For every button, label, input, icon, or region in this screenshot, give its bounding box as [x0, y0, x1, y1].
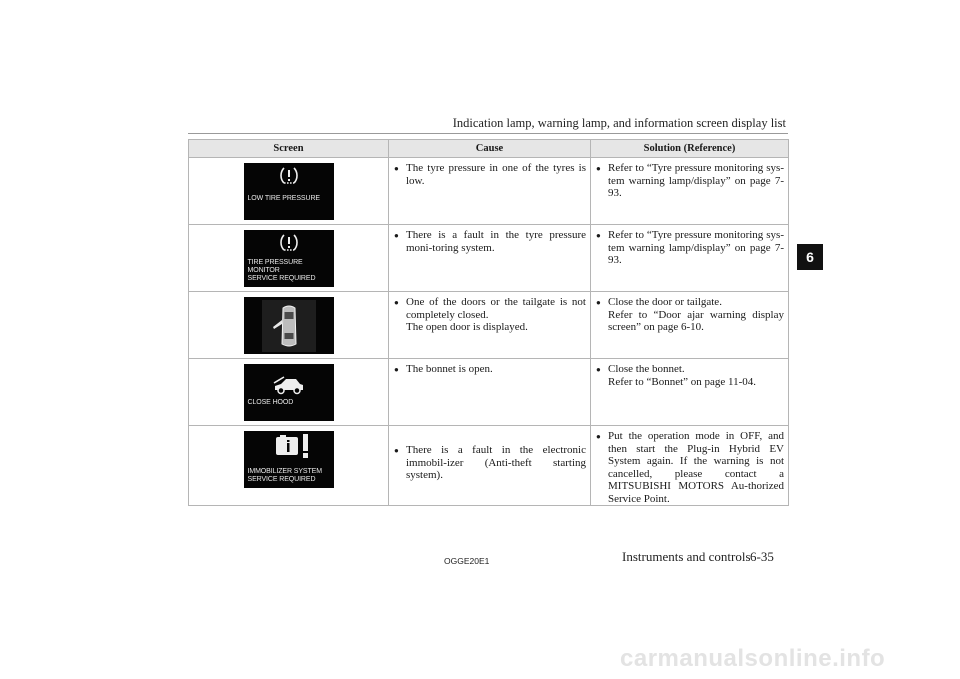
bullet-icon: ●	[596, 298, 601, 307]
solution-text: Refer to “Tyre pressure monitoring sys-tem warning lamp/display” on page 7-93.	[608, 162, 784, 199]
screen-cell	[189, 359, 389, 426]
table-row	[189, 225, 789, 292]
screen-cell	[189, 158, 389, 225]
cause-cell	[389, 292, 591, 359]
cause-text: One of the doors or the tailgate is not completely closed.	[406, 296, 586, 321]
column-header-screen: Screen	[189, 140, 389, 158]
solution-text: Put the operation mode in OFF, and then start the Plug-in Hybrid EV System again. If the warning is not cancelled, please contact a MITSUBISHI MOTORS Au-thorized Service Point.	[608, 430, 784, 505]
footer-code: OGGE20E1	[444, 556, 490, 566]
solution-text: Refer to “Bonnet” on page 11-04.	[608, 375, 757, 388]
bullet-icon: ●	[596, 432, 601, 441]
table-row	[189, 292, 789, 359]
cause-cell	[389, 359, 591, 426]
display-screenshot	[244, 230, 334, 287]
display-screenshot	[244, 431, 334, 488]
table-row	[189, 359, 789, 426]
bullet-icon: ●	[596, 365, 601, 374]
solution-text: Close the door or tailgate.	[608, 296, 722, 308]
screen-cell	[189, 225, 389, 292]
display-label: TIRE PRESSURE MONITOR SERVICE REQUIRED	[247, 258, 316, 282]
solution-cell	[591, 225, 789, 292]
cause-cell	[389, 225, 591, 292]
chapter-tab: 6	[797, 244, 823, 270]
door-ajar-car-icon	[262, 300, 316, 352]
cause-text: There is a fault in the electronic immobil-izer (Anti-theft starting system).	[406, 444, 586, 481]
running-header: Indication lamp, warning lamp, and information screen display list	[452, 116, 786, 130]
display-screenshot	[244, 163, 334, 220]
cause-cell	[389, 426, 591, 506]
solution-cell	[591, 292, 789, 359]
bullet-icon: ●	[596, 231, 601, 240]
footer-section-title: Instruments and controls	[622, 549, 751, 564]
watermark: carmanualsonline.info	[620, 645, 886, 672]
column-header-solution: Solution (Reference)	[591, 140, 789, 158]
table-row	[189, 426, 789, 506]
display-label: CLOSE HOOD	[247, 398, 294, 406]
solution-cell	[591, 426, 789, 506]
display-label: LOW TIRE PRESSURE	[247, 194, 320, 202]
solution-text: Refer to “Door ajar warning display screen” on page 6-10.	[608, 308, 784, 333]
cause-text: There is a fault in the tyre pressure moni-toring system.	[406, 229, 586, 254]
table-row	[189, 158, 789, 225]
bullet-icon: ●	[394, 446, 399, 455]
column-header-cause: Cause	[389, 140, 591, 158]
bullet-icon: ●	[596, 164, 601, 173]
cause-text: The open door is displayed.	[406, 321, 528, 333]
cause-cell	[389, 158, 591, 225]
cause-text: The bonnet is open.	[406, 363, 493, 375]
tire-pressure-warning-icon	[278, 165, 300, 187]
solution-cell	[591, 158, 789, 225]
car-hood-open-icon	[272, 375, 306, 395]
header-rule	[188, 133, 788, 134]
display-label: IMMOBILIZER SYSTEM SERVICE REQUIRED	[247, 467, 322, 483]
bullet-icon: ●	[394, 365, 399, 374]
table-header-row	[189, 140, 789, 158]
screen-cell	[189, 292, 389, 359]
page-number: 6-35	[750, 549, 774, 564]
cause-text: The tyre pressure in one of the tyres is low.	[406, 162, 586, 187]
tire-pressure-warning-icon	[278, 232, 300, 254]
solution-cell	[591, 359, 789, 426]
immobilizer-warning-icon	[274, 433, 316, 459]
solution-text: Close the bonnet.	[608, 363, 685, 375]
solution-text: Refer to “Tyre pressure monitoring sys-tem warning lamp/display” on page 7-93.	[608, 229, 784, 266]
bullet-icon: ●	[394, 231, 399, 240]
display-screenshot	[244, 364, 334, 421]
bullet-icon: ●	[394, 298, 399, 307]
warning-display-table	[188, 139, 789, 506]
bullet-icon: ●	[394, 164, 399, 173]
screen-cell	[189, 426, 389, 506]
display-screenshot	[244, 297, 334, 354]
